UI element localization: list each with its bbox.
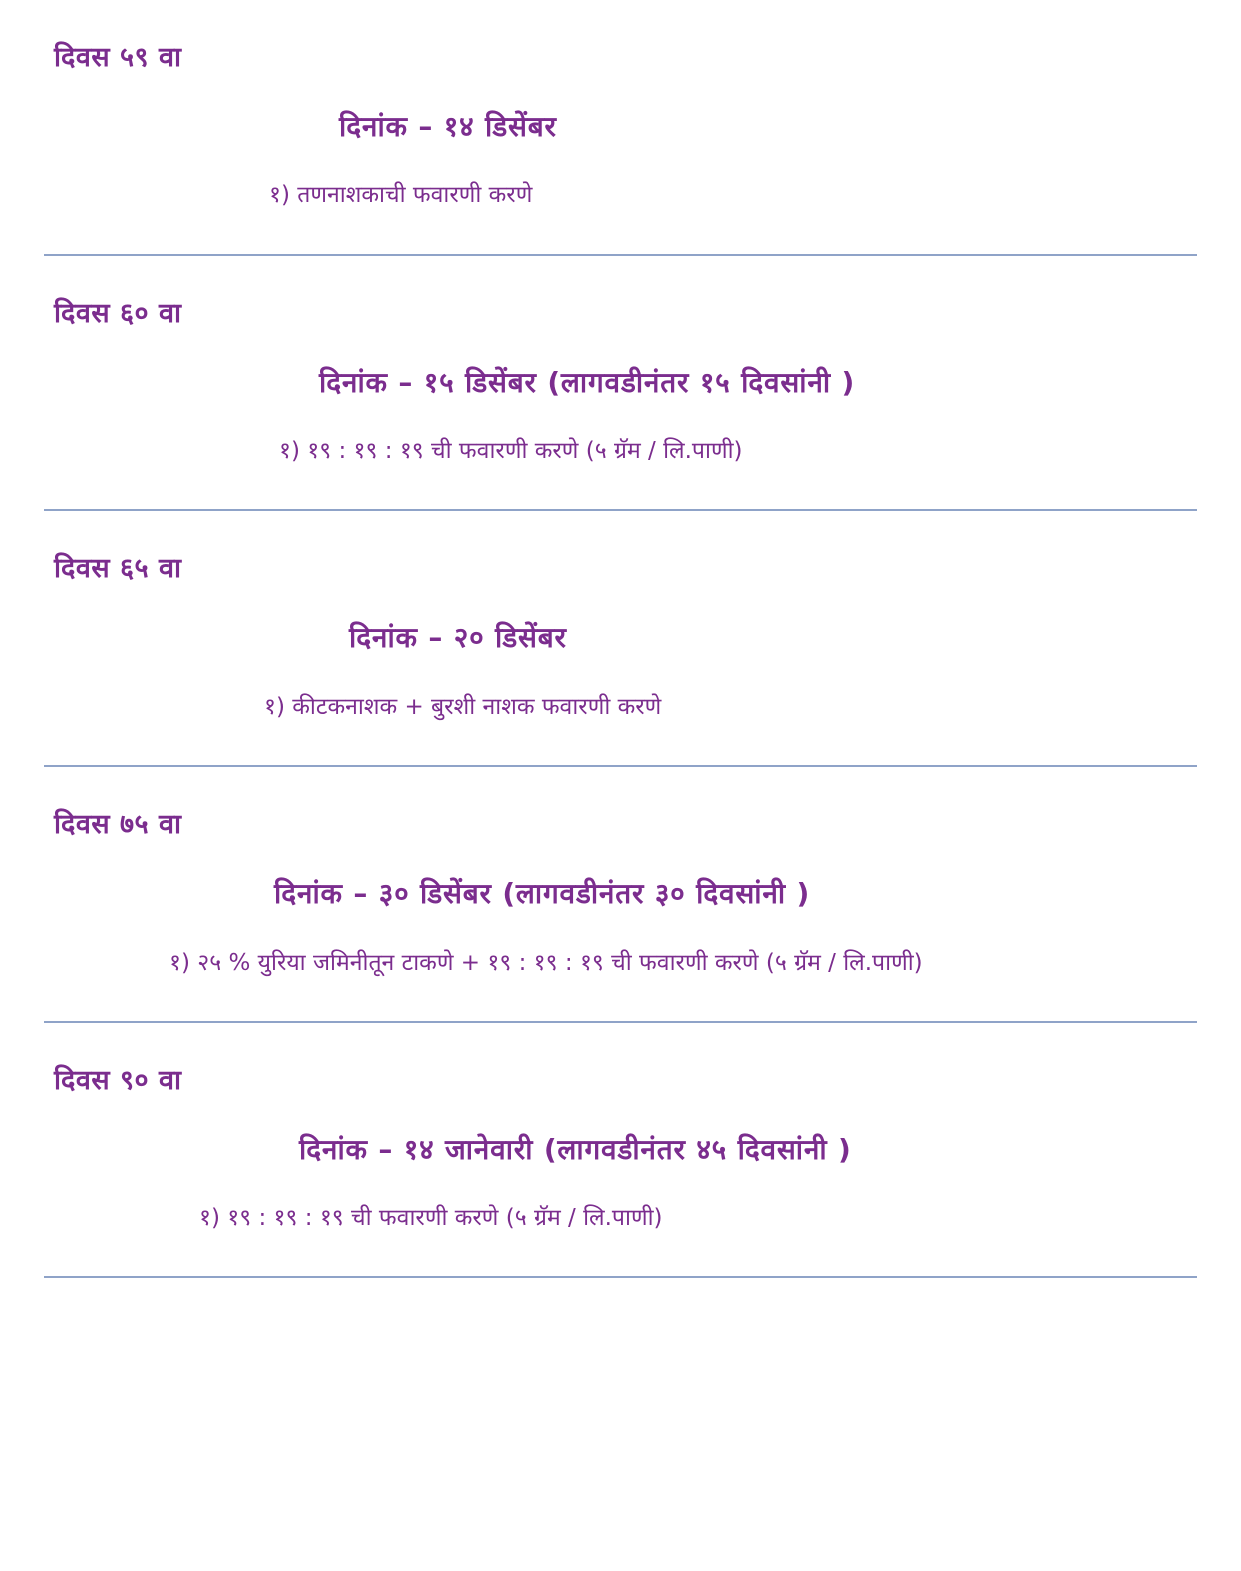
day-title: दिवस ९० वा [54, 1064, 182, 1096]
day-block [44, 551, 1197, 723]
date-line: दिनांक – ३० डिसेंबर (लागवडीनंतर ३० दिवसांनी ) [274, 877, 811, 911]
day-block [44, 40, 1197, 212]
date-line: दिनांक – १५ डिसेंबर (लागवडीनंतर १५ दिवसांनी ) [319, 365, 856, 399]
task-item: १) १९ : १९ : १९ ची फवारणी करणे (५ ग्रॅम / लि.पाणी) [279, 438, 743, 465]
spacer [44, 511, 1197, 551]
day-title: दिवस ५९ वा [54, 42, 182, 73]
task-item: १) १९ : १९ : १९ ची फवारणी करणे (५ ग्रॅम / लि.पाणी) [199, 1205, 663, 1232]
spacer [44, 1278, 1197, 1308]
day-title: दिवस ६० वा [54, 297, 182, 329]
day-title: दिवस ६५ वा [54, 553, 182, 585]
day-block [44, 296, 1197, 468]
spacer [44, 256, 1197, 296]
day-block [44, 1063, 1197, 1235]
day-block [44, 807, 1197, 979]
date-line: दिनांक – १४ जानेवारी (लागवडीनंतर ४५ दिवसांनी ) [299, 1132, 852, 1166]
spacer [44, 1023, 1197, 1063]
task-item: १) कीटकनाशक + बुरशी नाशक फवारणी करणे [264, 693, 662, 720]
spacer [44, 767, 1197, 807]
task-item: १) तणनाशकाची फवारणी करणे [269, 182, 533, 209]
task-item: १) २५ % युरिया जमिनीतून टाकणे + १९ : १९ : १९ ची फवारणी करणे (५ ग्रॅम / लि.पाणी) [169, 949, 923, 976]
day-title: दिवस ७५ वा [54, 809, 182, 841]
date-line: दिनांक – १४ डिसेंबर [339, 110, 557, 144]
date-line: दिनांक – २० डिसेंबर [349, 621, 567, 655]
